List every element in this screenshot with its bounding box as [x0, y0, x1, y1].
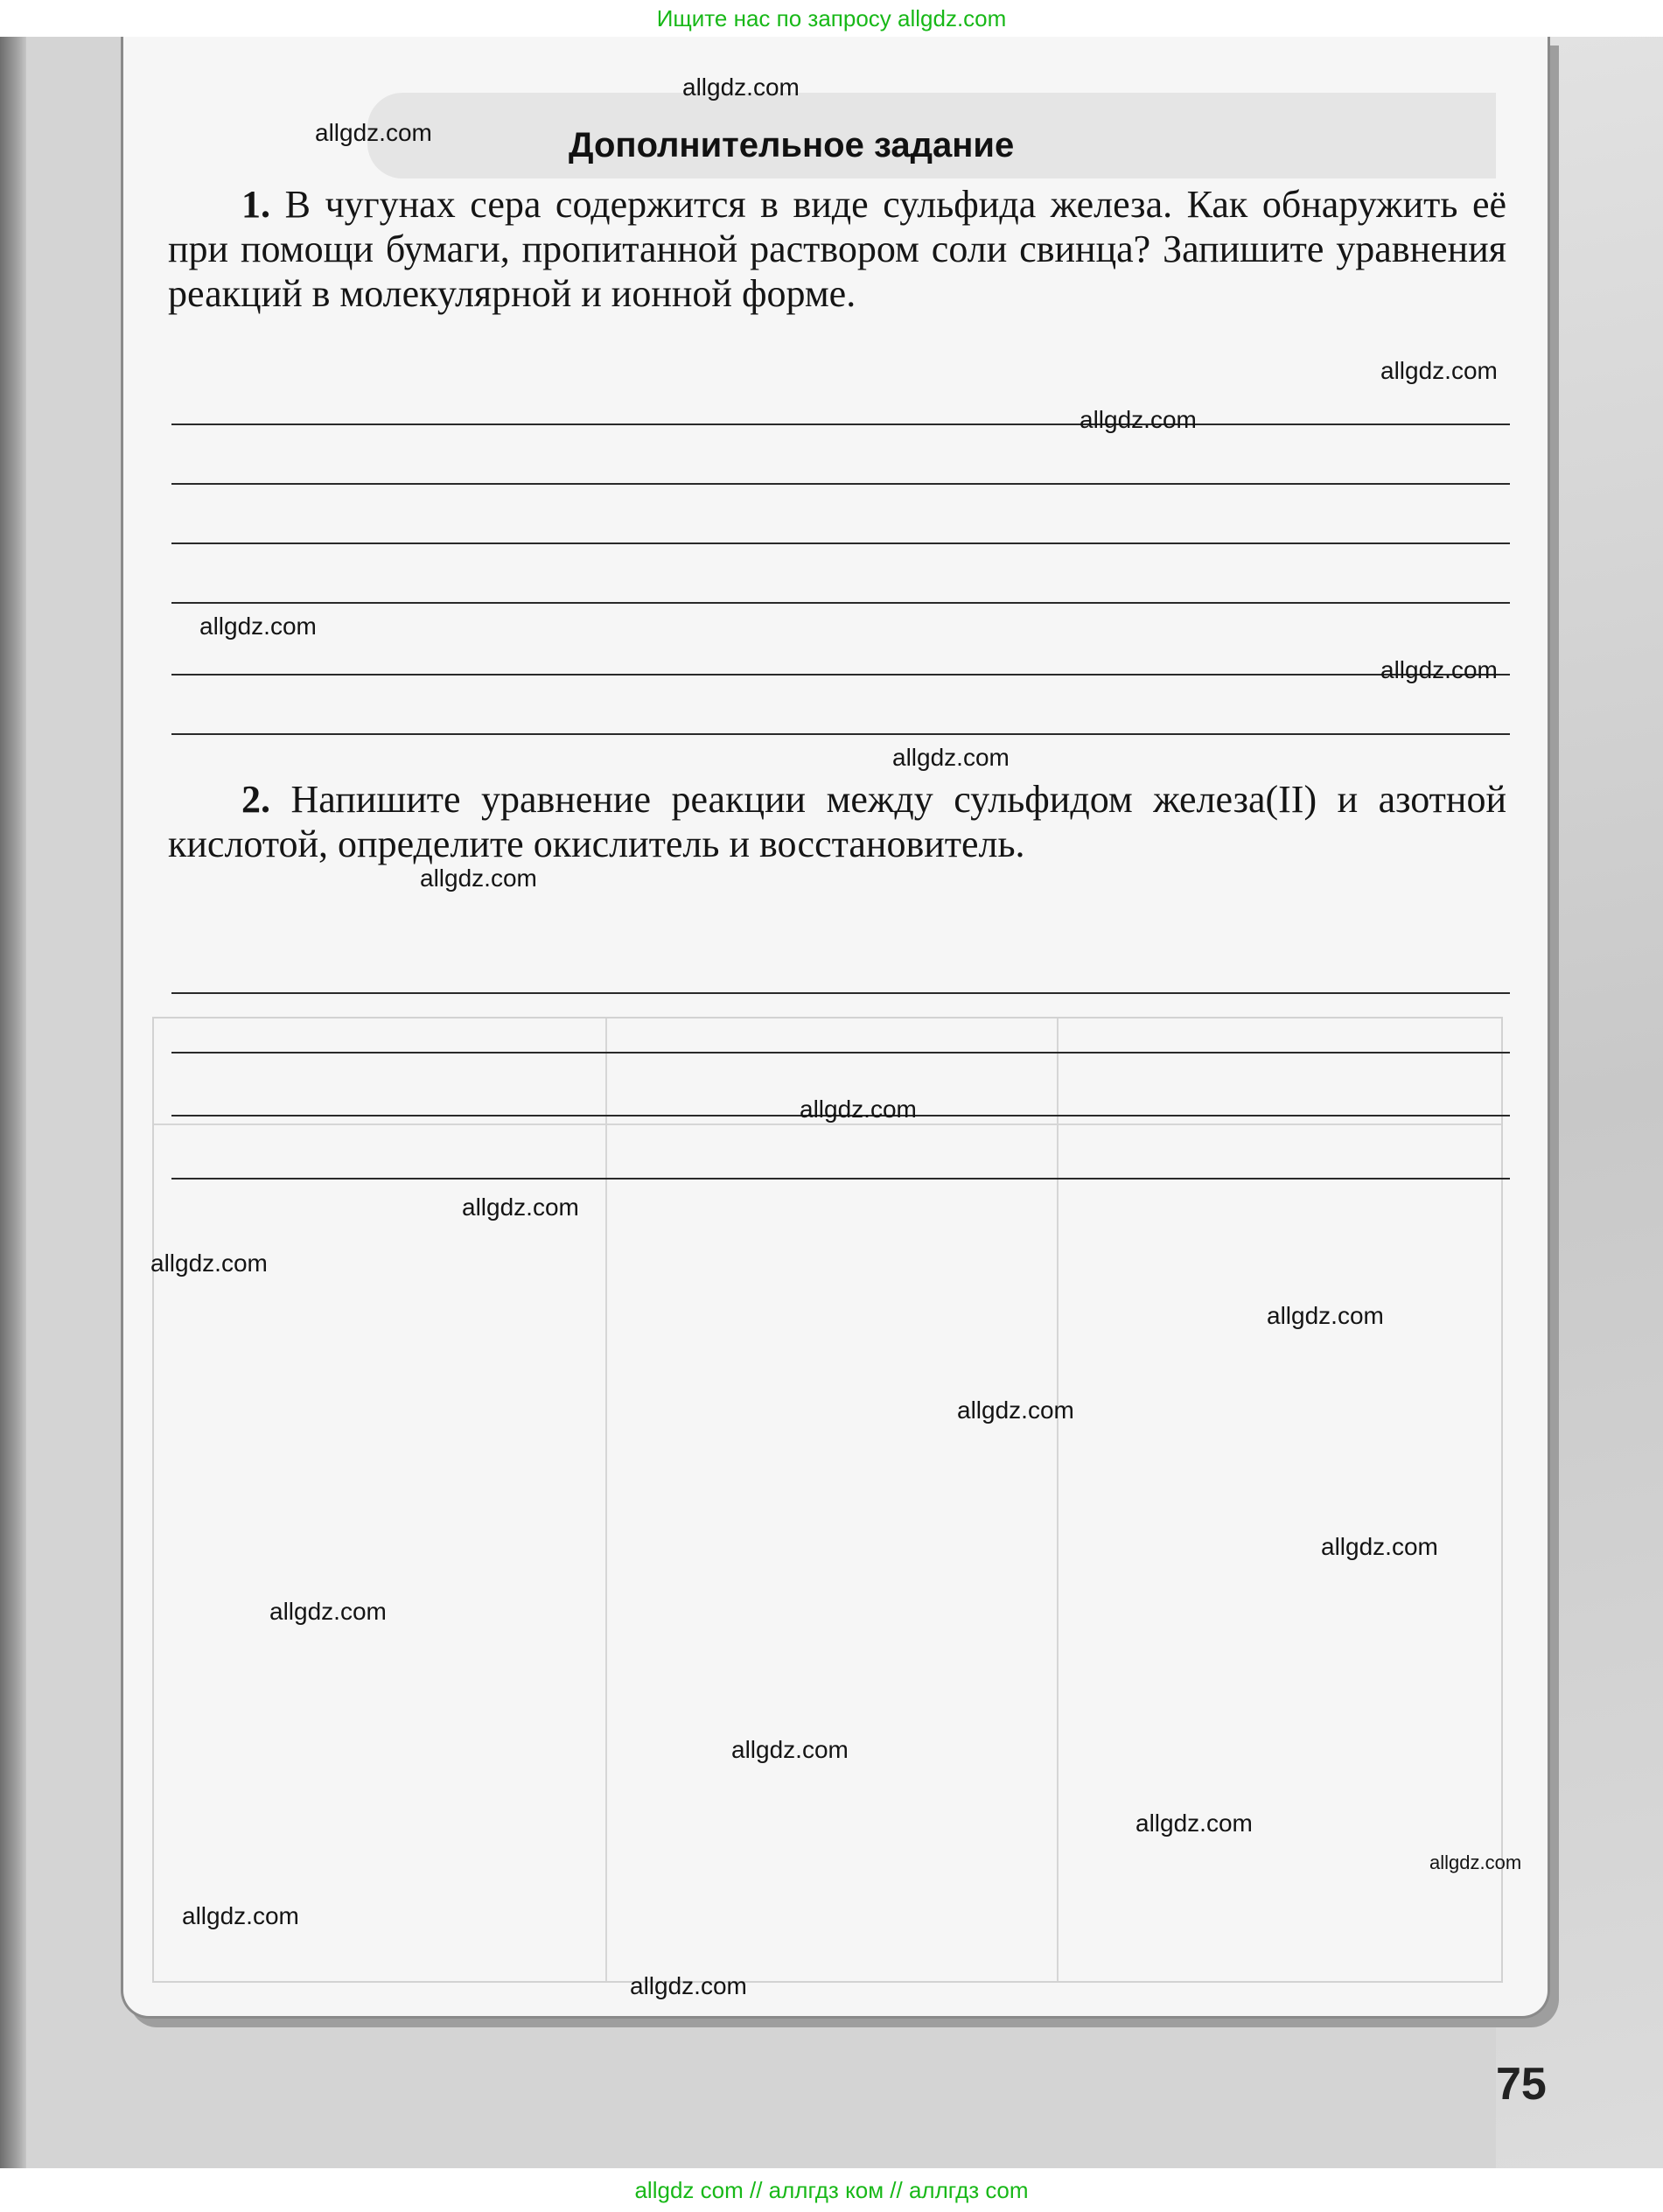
watermark: allgdz.com — [892, 744, 1010, 771]
task-2-number: 2. — [241, 778, 270, 821]
watermark: allgdz.com — [1267, 1302, 1384, 1329]
show-through-header-row — [154, 1124, 1501, 1125]
task-1-text: В чугунах сера содержится в виде сульфида железа. Как обнаружить её при помощи бумаги, пропитанной раствором соли свинца? Запишите уравнения реакций в молекулярной и ионной форме. — [168, 183, 1507, 315]
answer-line — [171, 424, 1510, 425]
page-number: 75 — [1496, 2059, 1547, 2110]
watermark: allgdz.com — [1429, 1852, 1522, 1873]
watermark: allgdz.com — [1380, 656, 1498, 683]
answer-line — [171, 483, 1510, 485]
show-through-table — [152, 1017, 1503, 1983]
top-banner: Ищите нас по запросу allgdz.com — [656, 5, 1007, 32]
watermark: allgdz.com — [630, 1972, 747, 1999]
watermark: allgdz.com — [957, 1396, 1074, 1424]
task-2-text: Напишите уравнение реакции между сульфидом железа(II) и азотной кислотой, определите окислитель и восстановитель. — [168, 778, 1507, 865]
watermark: allgdz.com — [462, 1194, 579, 1221]
watermark: allgdz.com — [1135, 1810, 1253, 1837]
watermark: allgdz.com — [420, 864, 537, 892]
task-1-number: 1. — [241, 183, 270, 226]
watermark: allgdz.com — [182, 1902, 299, 1929]
watermark: allgdz.com — [315, 119, 432, 146]
watermark: allgdz.com — [150, 1250, 268, 1277]
watermark: allgdz.com — [1380, 357, 1498, 384]
bottom-banner: allgdz com // аллгдз ком // аллгдз com — [0, 2168, 1663, 2212]
watermark: allgdz.com — [1080, 406, 1197, 433]
answer-line — [171, 542, 1510, 544]
task-2 — [168, 777, 1506, 866]
section-title: Дополнительное задание — [569, 126, 1015, 164]
watermark: allgdz.com — [731, 1736, 849, 1763]
watermark: allgdz.com — [1321, 1533, 1438, 1560]
answer-line — [171, 733, 1510, 735]
answer-line — [171, 1178, 1510, 1180]
watermark: allgdz.com — [800, 1096, 917, 1123]
watermark: allgdz.com — [682, 74, 800, 101]
binding-shadow — [0, 37, 26, 2168]
answer-line — [171, 992, 1510, 994]
answer-line — [171, 1052, 1510, 1054]
answer-line — [171, 674, 1510, 676]
watermark: allgdz.com — [269, 1598, 387, 1625]
show-through-column — [605, 1018, 607, 1981]
show-through-column — [1057, 1018, 1059, 1981]
answer-line — [171, 602, 1510, 604]
task-1 — [168, 182, 1506, 316]
watermark: allgdz.com — [199, 612, 317, 640]
